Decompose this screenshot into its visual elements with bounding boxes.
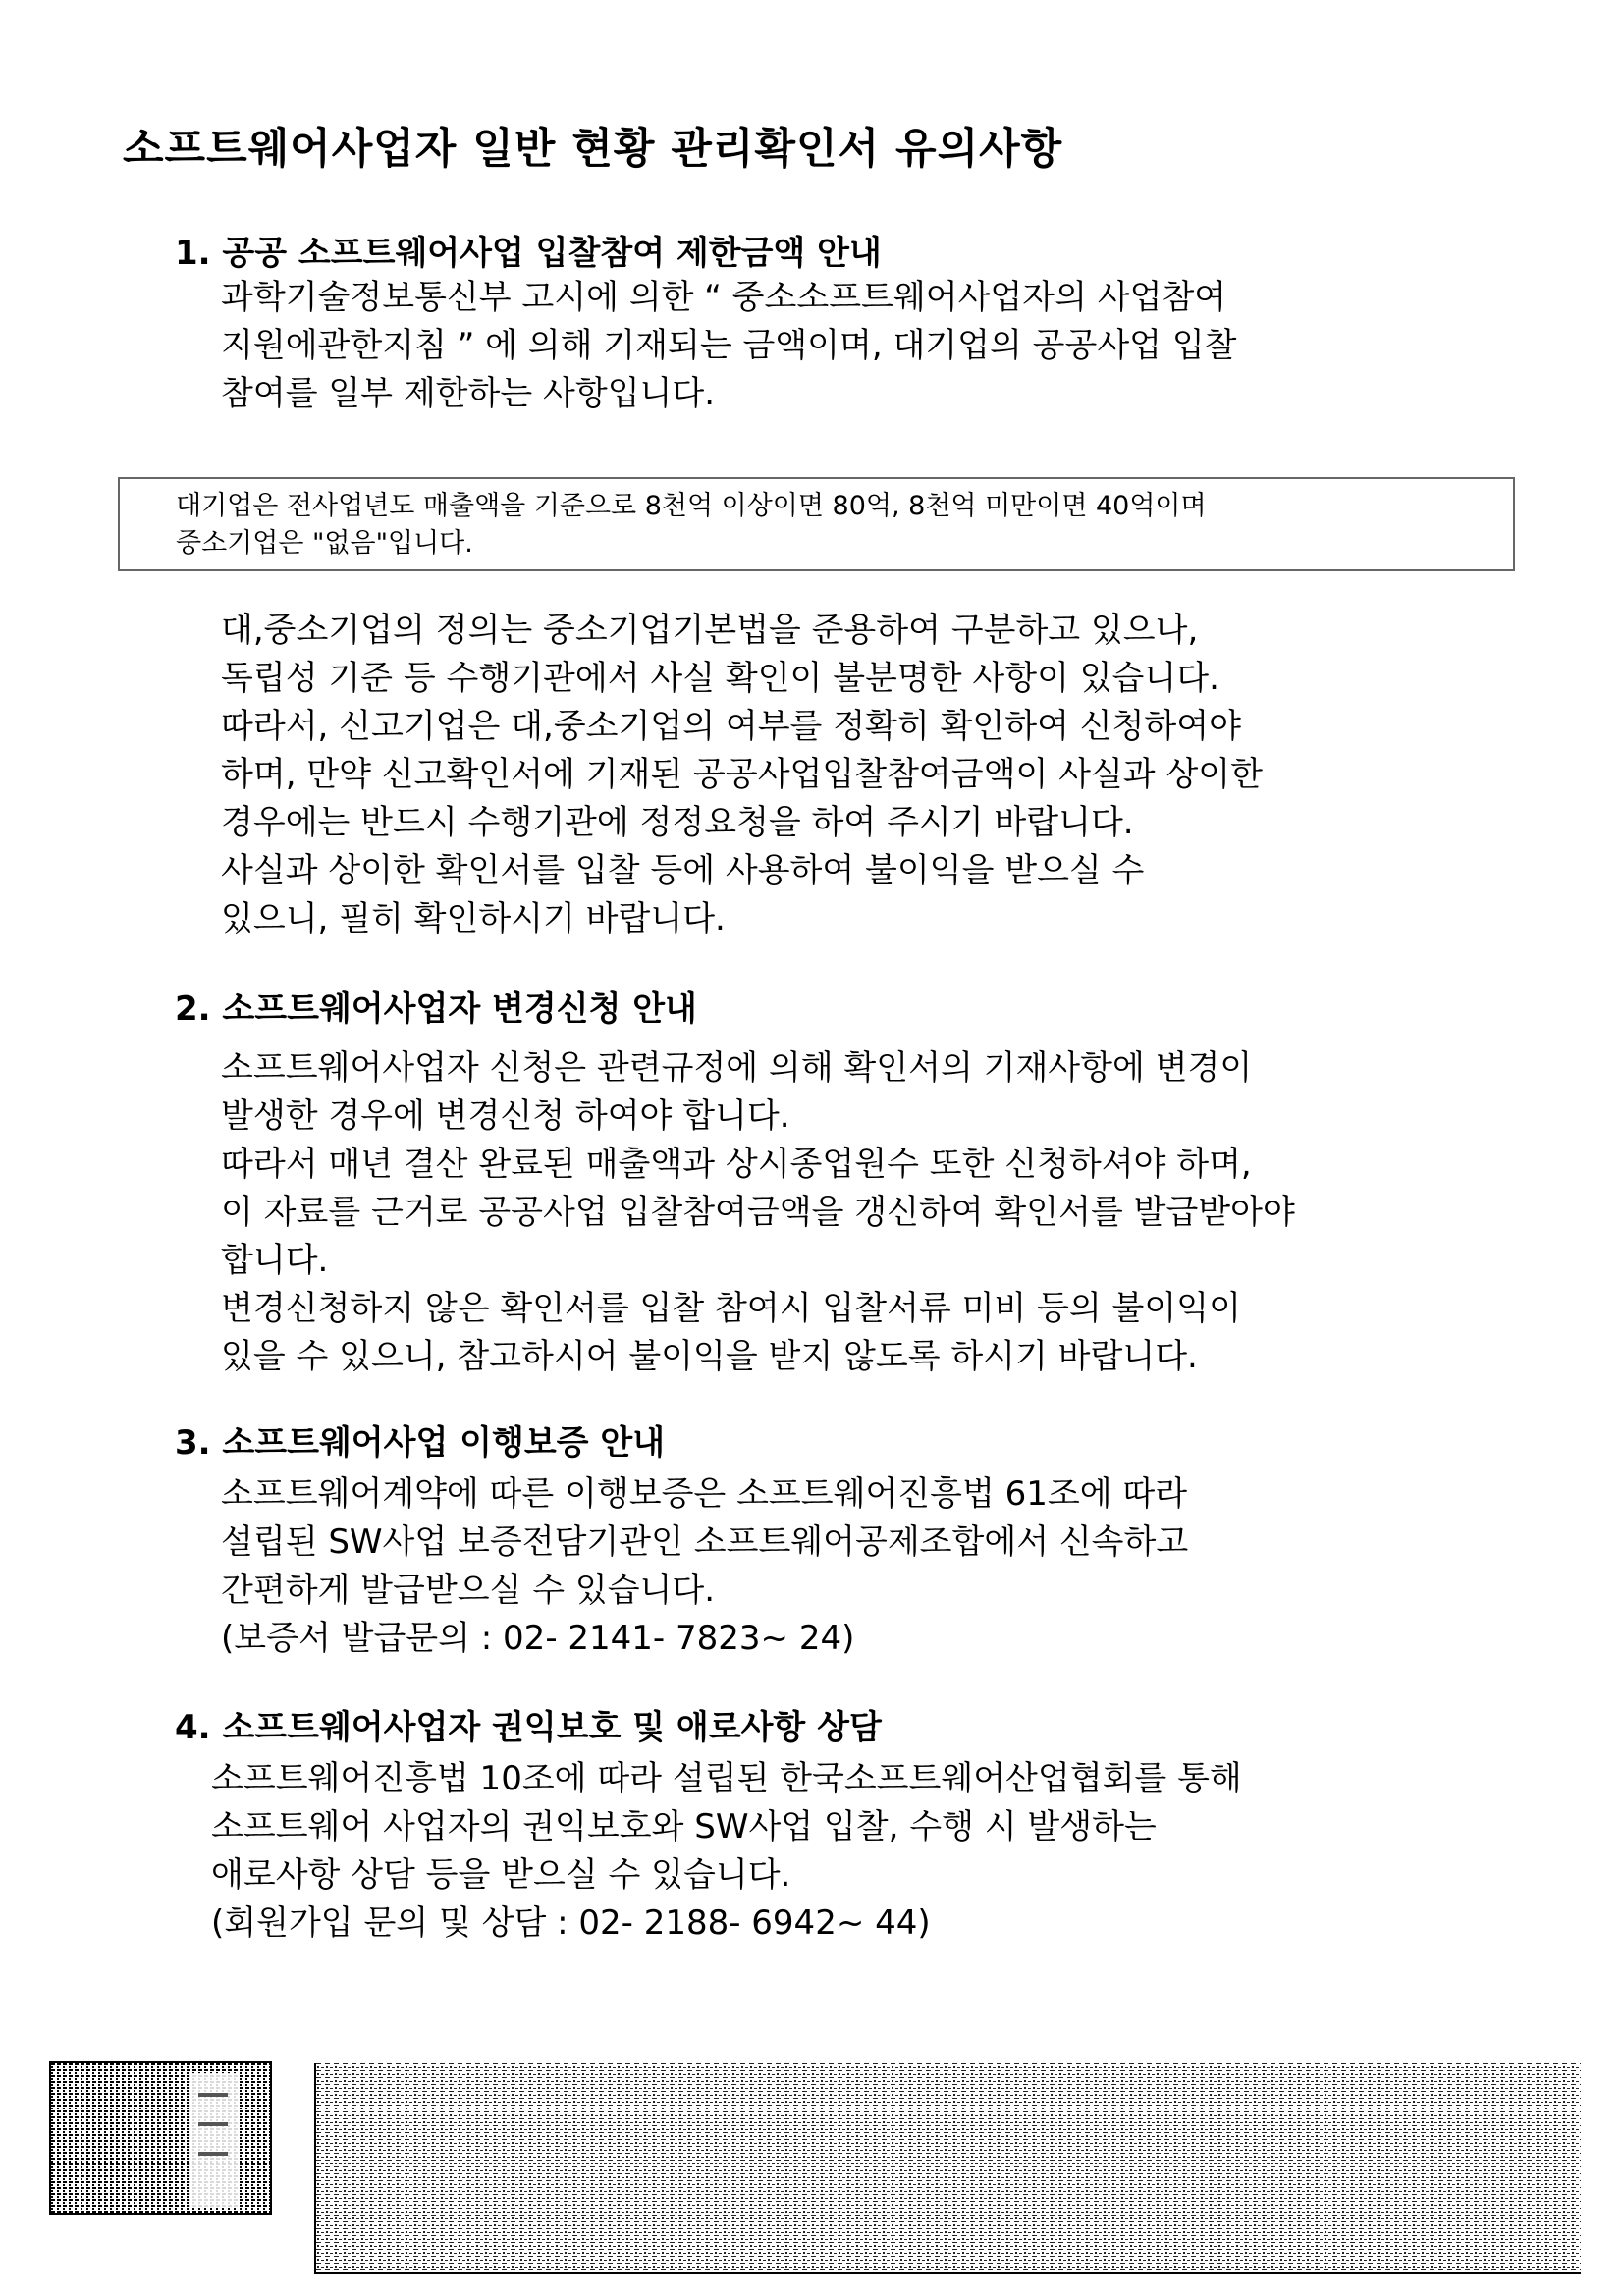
section-2-heading: 2. 소프트웨어사업자 변경신청 안내	[175, 989, 697, 1029]
notice-line: 대기업은 전사업년도 매출액을 기준으로 8천억 이상이면 80억, 8천억 미만이면 40억이며	[176, 491, 1207, 521]
text-line: 있으니, 필히 확인하시기 바랍니다.	[221, 899, 726, 938]
text-line: 애로사항 상담 등을 받으실 수 있습니다.	[211, 1855, 791, 1895]
text-line: 소프트웨어진흥법 10조에 따라 설립된 한국소프트웨어산업협회를 통해	[211, 1759, 1242, 1798]
text-line: 과학기술정보통신부 고시에 의한 “ 중소소프트웨어사업자의 사업참여	[221, 278, 1227, 317]
section-1-body	[221, 274, 1237, 418]
text-line: (회원가입 문의 및 상담 : 02- 2188- 6942~ 44)	[211, 1903, 931, 1943]
page-title: 소프트웨어사업자 일반 현황 관리확인서 유의사항	[123, 125, 1063, 174]
text-line: 변경신청하지 않은 확인서를 입찰 참여시 입찰서류 미비 등의 불이익이	[221, 1289, 1241, 1328]
text-line: 대,중소기업의 정의는 중소기업기본법을 준용하여 구분하고 있으나,	[221, 611, 1199, 650]
verification-barcode	[314, 2063, 1581, 2274]
section-3-heading: 3. 소프트웨어사업 이행보증 안내	[175, 1423, 666, 1463]
text-line: (보증서 발급문의 : 02- 2141- 7823~ 24)	[221, 1619, 855, 1658]
qr-pattern	[51, 2063, 272, 2215]
sme-paragraph	[221, 607, 1263, 943]
notice-line: 중소기업은 "없음"입니다.	[176, 528, 473, 559]
text-line: 경우에는 반드시 수행기관에 정정요청을 하여 주시기 바랍니다.	[221, 803, 1134, 842]
section-2-body	[221, 1044, 1295, 1381]
notice-box	[118, 477, 1515, 571]
document-seal-code	[49, 2061, 272, 2215]
text-line: 있을 수 있으니, 참고하시어 불이익을 받지 않도록 하시기 바랍니다.	[221, 1337, 1198, 1376]
text-line: 따라서 매년 결산 완료된 매출액과 상시종업원수 또한 신청하셔야 하며,	[221, 1145, 1252, 1184]
text-line: 합니다.	[221, 1241, 329, 1280]
text-line: 소프트웨어 사업자의 권익보호와 SW사업 입찰, 수행 시 발생하는	[211, 1807, 1157, 1846]
section-1-heading: 1. 공공 소프트웨어사업 입찰참여 제한금액 안내	[175, 234, 882, 273]
text-line: 설립된 SW사업 보증전담기관인 소프트웨어공제조합에서 신속하고	[221, 1522, 1189, 1562]
text-line: 하며, 만약 신고확인서에 기재된 공공사업입찰참여금액이 사실과 상이한	[221, 755, 1263, 794]
text-line: 소프트웨어계약에 따른 이행보증은 소프트웨어진흥법 61조에 따라	[221, 1474, 1188, 1514]
section-3-body	[221, 1470, 1188, 1663]
text-line: 독립성 기준 등 수행기관에서 사실 확인이 불분명한 사항이 있습니다.	[221, 659, 1219, 698]
text-line: 간편하게 발급받으실 수 있습니다.	[221, 1571, 716, 1610]
text-line: 사실과 상이한 확인서를 입찰 등에 사용하여 불이익을 받으실 수	[221, 851, 1145, 890]
section-4-heading: 4. 소프트웨어사업자 권익보호 및 애로사항 상담	[175, 1708, 882, 1747]
section-4-body	[211, 1755, 1242, 1948]
text-line: 지원에관한지침 ” 에 의해 기재되는 금액이며, 대기업의 공공사업 입찰	[221, 326, 1237, 365]
text-line: 이 자료를 근거로 공공사업 입찰참여금액을 갱신하여 확인서를 발급받아야	[221, 1193, 1295, 1232]
text-line: 발생한 경우에 변경신청 하여야 합니다.	[221, 1096, 790, 1136]
text-line: 소프트웨어사업자 신청은 관련규정에 의해 확인서의 기재사항에 변경이	[221, 1048, 1253, 1088]
barcode-pattern	[316, 2063, 1581, 2274]
text-line: 참여를 일부 제한하는 사항입니다.	[221, 374, 716, 413]
text-line: 따라서, 신고기업은 대,중소기업의 여부를 정확히 확인하여 신청하여야	[221, 707, 1241, 746]
